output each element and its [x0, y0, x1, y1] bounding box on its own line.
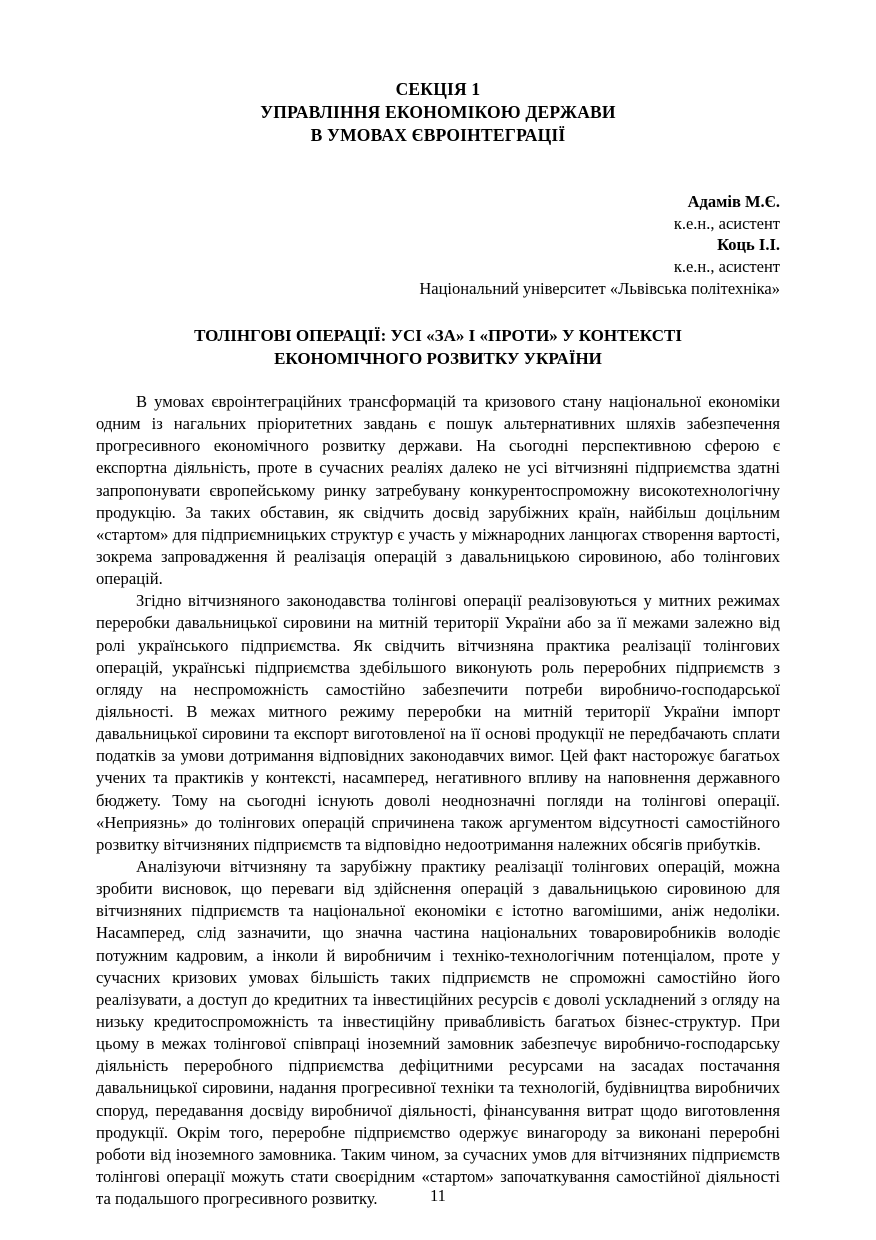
section-heading — [96, 78, 780, 147]
authors-block — [96, 191, 780, 299]
author-degree-2: к.е.н., асистент — [673, 256, 780, 276]
section-heading-line-3: В УМОВАХ ЄВРОІНТЕГРАЦІЇ — [310, 125, 566, 146]
article-title — [96, 325, 780, 371]
page-number: 11 — [430, 1186, 446, 1205]
paragraph: Згідно вітчизняного законодавства толінгові операції реалізовуються у митних режимах переробки давальницької сировини на митній території України або за її межами залежно від ролі українського підприємства. Як свідчить вітчизняна практика реалізації толінгових операцій, українські підприємства здебільшого виконують роль переробних підприємств з огляду на неспроможність самостійно забезпечити потреби виробничо-господарської діяльності. В межах митного режиму переробки на митній території України імпорт давальницької сировини та експорт виготовленої на її основі продукції не передбачають сплати податків за умови дотримання відповідних законодавчих вимог. Цей факт насторожує багатьох учених та практиків у контексті, насамперед, негативного впливу на наповнення державного бюджету. Тому на сьогодні існують доволі неоднозначні погляди на толінгові операції. «Неприязнь» до толінгових операцій спричинена також аргументом відсутності самостійного розвитку вітчизняних підприємств та відповідно недоотримання належних обсягів прибутків. — [96, 591, 780, 854]
section-heading-line-1: СЕКЦІЯ 1 — [395, 79, 481, 99]
article-title-line-1: ТОЛІНГОВІ ОПЕРАЦІЇ: УСІ «ЗА» І «ПРОТИ» У КОНТЕКСТІ — [194, 326, 682, 346]
author-degree-1: к.е.н., асистент — [673, 213, 780, 233]
paragraph: Аналізуючи вітчизняну та зарубіжну практику реалізації толінгових операцій, можна зробити висновок, що переваги від здійснення операцій з давальницькою сировиною для вітчизняних підприємств та національної економіки є істотно вагомішими, аніж недоліки. Насамперед, слід зазначити, що значна частина національних товаровиробників володіє потужним кадровим, а інколи й виробничим і техніко-технологічним потенціалом, проте у сучасних кризових умовах більшість таких підприємств не спроможні самостійно його реалізувати, а доступ до кредитних та інвестиційних ресурсів є доволі ускладнений з огляду на низьку кредитоспроможність та інвестиційну привабливість багатьох бізнес-структур. При цьому в межах толінгової співпраці іноземний замовник забезпечує виробничо-господарську діяльність переробного підприємства дефіцитними ресурсами на засадах постачання давальницької сировини, надання прогресивної техніки та технологій, будівництва виробничих споруд, передавання досвіду виробничої діяльності, фінансування витрат щодо виготовлення продукції. Окрім того, переробне підприємство одержує винагороду за виконані переробні роботи від іноземного замовника. Таким чином, за сучасних умов для вітчизняних підприємств толінгові операції можуть стати своєрідним «стартом» започаткування самостійної діяльності та подальшого прогресивного розвитку. — [96, 856, 780, 1209]
author-name-1: Адамів М.Є. — [687, 192, 780, 212]
article-body — [96, 391, 780, 1210]
article-title-line-2: ЕКОНОМІЧНОГО РОЗВИТКУ УКРАЇНИ — [274, 349, 602, 369]
affiliation: Національний університет «Львівська політехніка» — [419, 279, 780, 299]
section-heading-line-2: УПРАВЛІННЯ ЕКОНОМІКОЮ ДЕРЖАВИ — [260, 102, 616, 123]
paragraph: В умовах євроінтеграційних трансформацій та кризового стану національної економіки одним із нагальних пріоритетних завдань є пошук альтернативних шляхів забезпечення прогресивного економічного розвитку держави. На сьогодні перспективною сферою є експортна діяльність, проте в сучасних реаліях далеко не усі вітчизняні підприємства здатні запропонувати європейському ринку затребувану конкурентоспроможну високотехнологічну продукцію. За таких обставин, як свідчить досвід зарубіжних країн, найбільш доцільним «стартом» для підприємницьких структур є участь у міжнародних ланцюгах створення вартості, зокрема запровадження й реалізація операцій з давальницькою сировиною, або толінгових операцій. — [96, 392, 780, 589]
author-name-2: Коць І.І. — [717, 235, 780, 255]
